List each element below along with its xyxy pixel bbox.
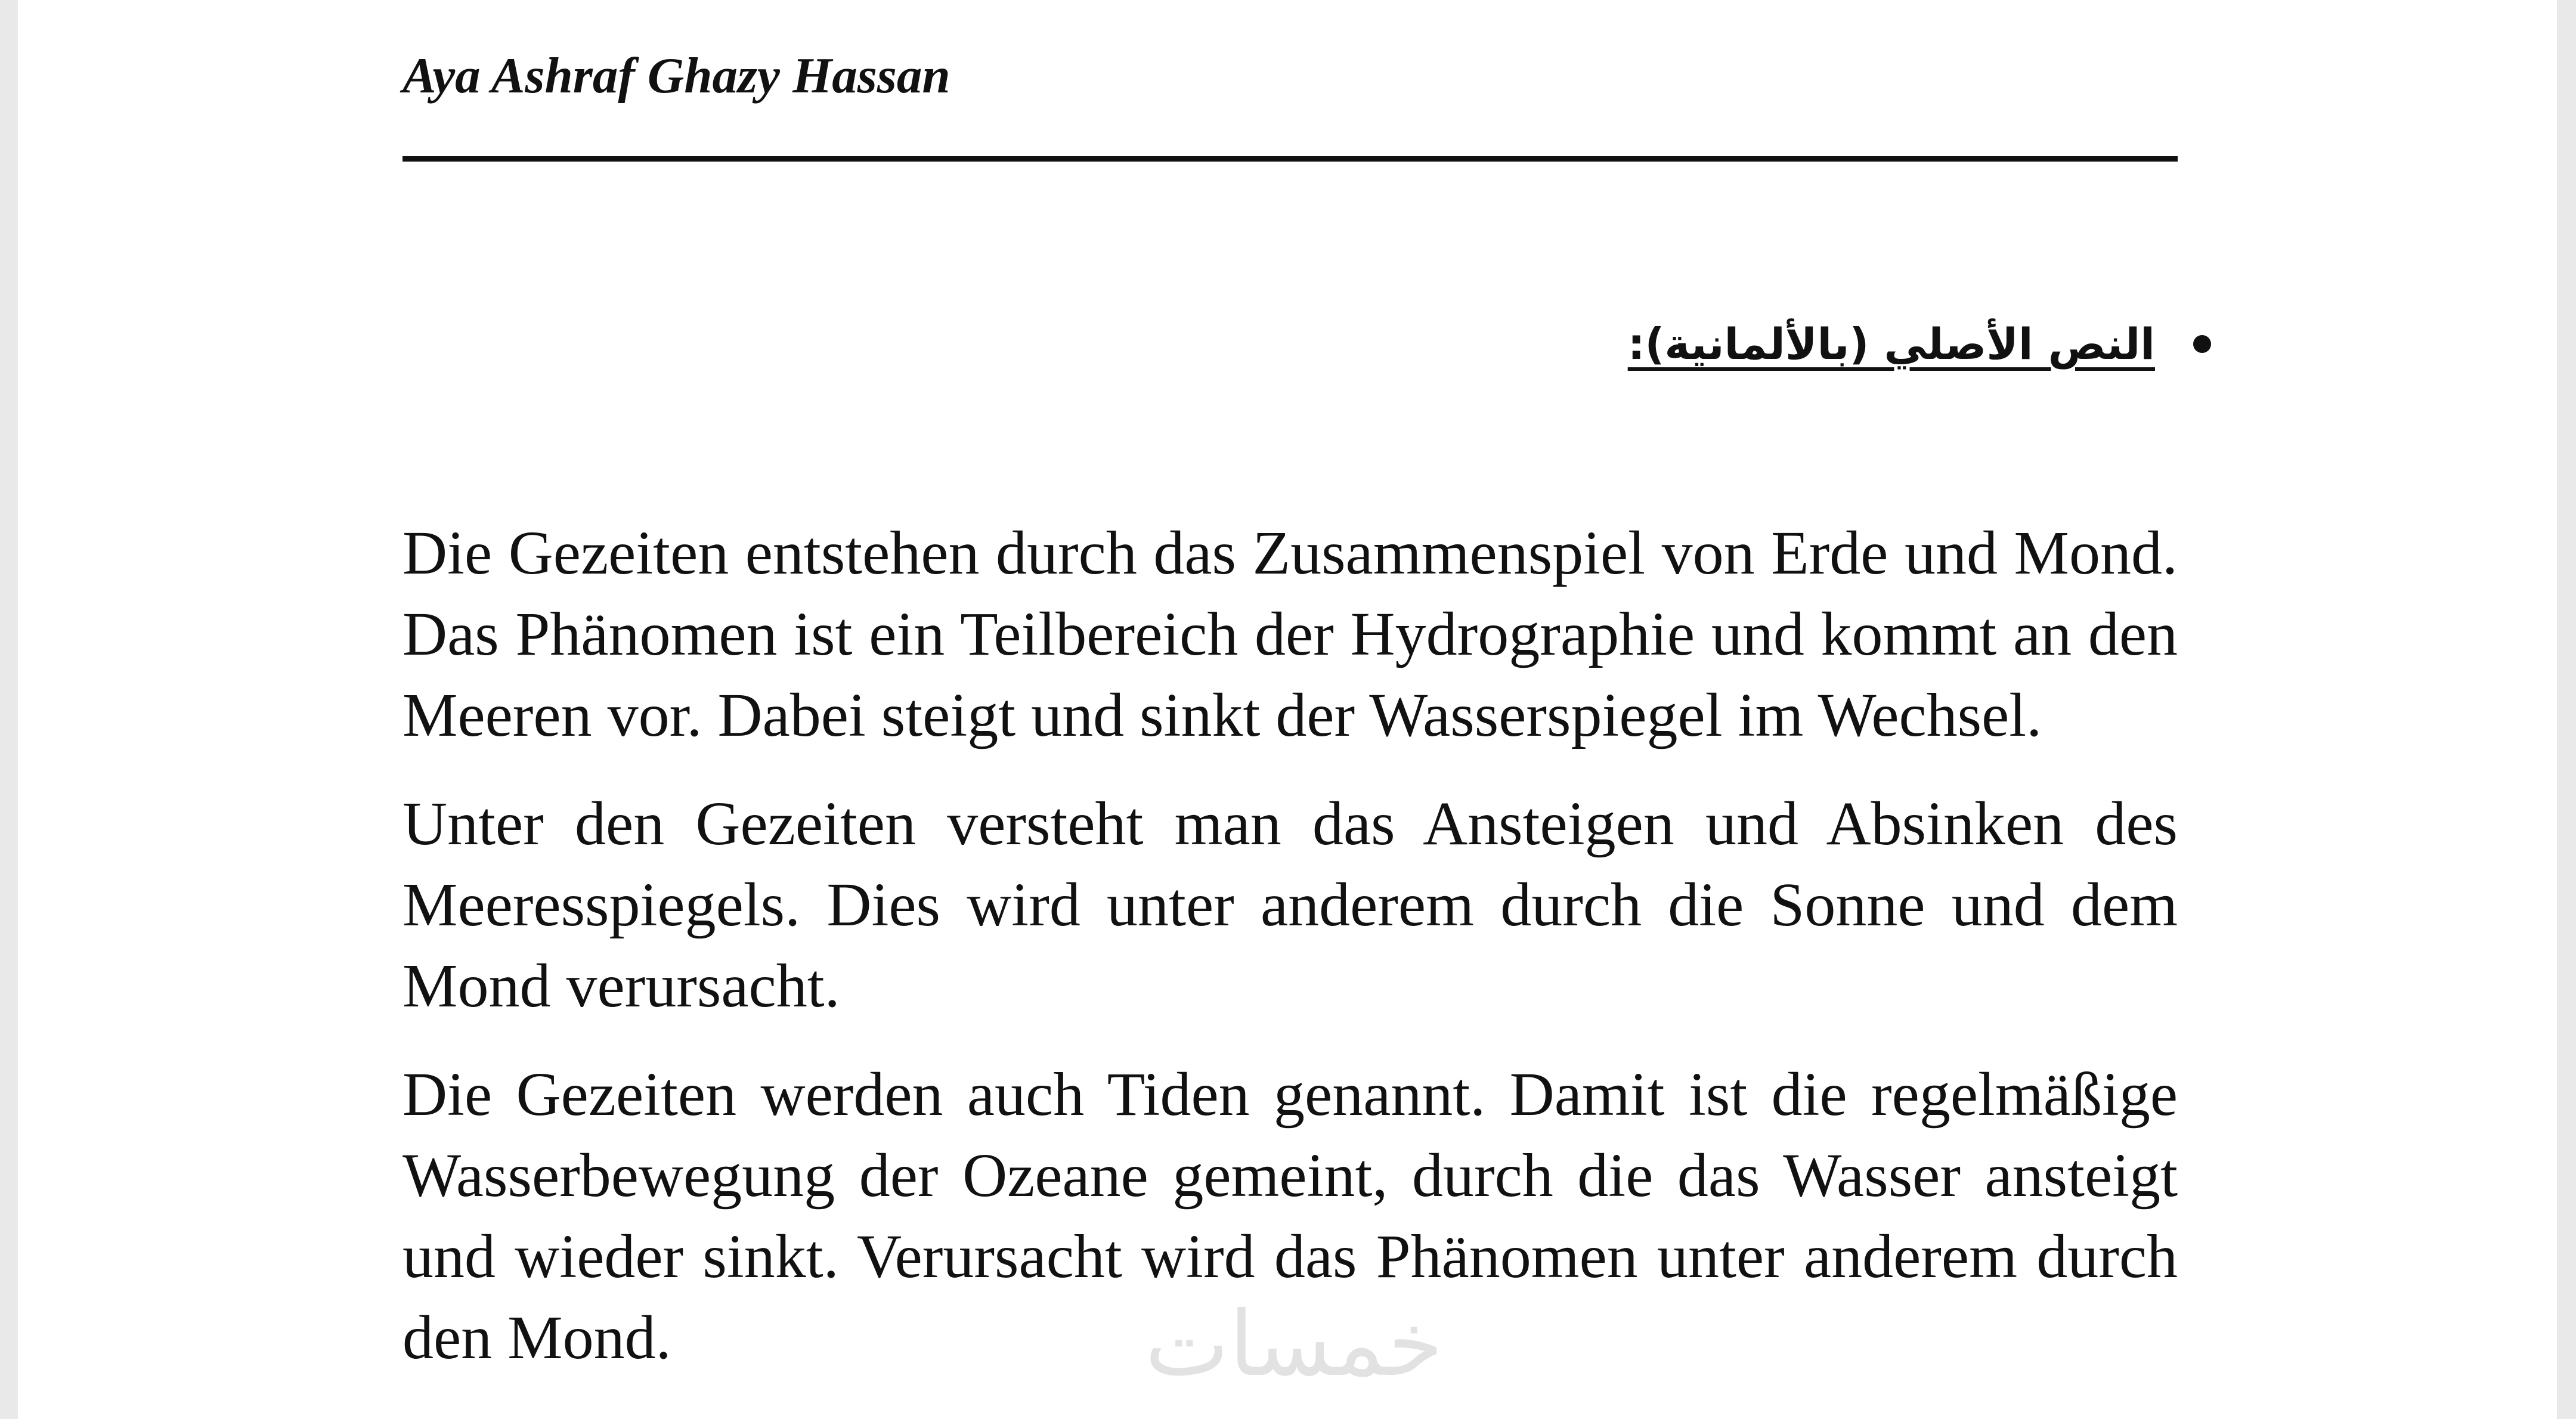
- khamsat-watermark: خمسات: [1144, 1293, 1444, 1396]
- author-name: Aya Ashraf Ghazy Hassan: [402, 48, 950, 104]
- paragraph-3: Die Gezeiten werden auch Tiden genannt. Damit ist die regelmäßige Wasserbewegung der Ozeane gemeint, durch die das Wasser ansteigt und wieder sinkt. Verursacht wird das Phänomen unter anderem durch den Mond.: [402, 1060, 2178, 1372]
- document-page: [18, 0, 2557, 1419]
- header-rule: [402, 156, 2178, 162]
- german-original-text: [402, 513, 2178, 1406]
- section-heading: [1628, 319, 2211, 369]
- paragraph-1: Die Gezeiten entstehen durch das Zusammenspiel von Erde und Mond. Das Phänomen ist ein Teilbereich der Hydrographie und kommt an den Meeren vor. Dabei steigt und sinkt der Wasserspiegel im Wechsel.: [402, 519, 2178, 749]
- section-heading-text: النص الأصلي (بالألمانية):: [1627, 319, 2155, 369]
- bullet-dot-icon: [2193, 335, 2211, 353]
- paragraph-2: Unter den Gezeiten versteht man das Ansteigen und Absinken des Meeresspiegels. Dies wird unter anderem durch die Sonne und dem Mond verursacht.: [402, 789, 2178, 1020]
